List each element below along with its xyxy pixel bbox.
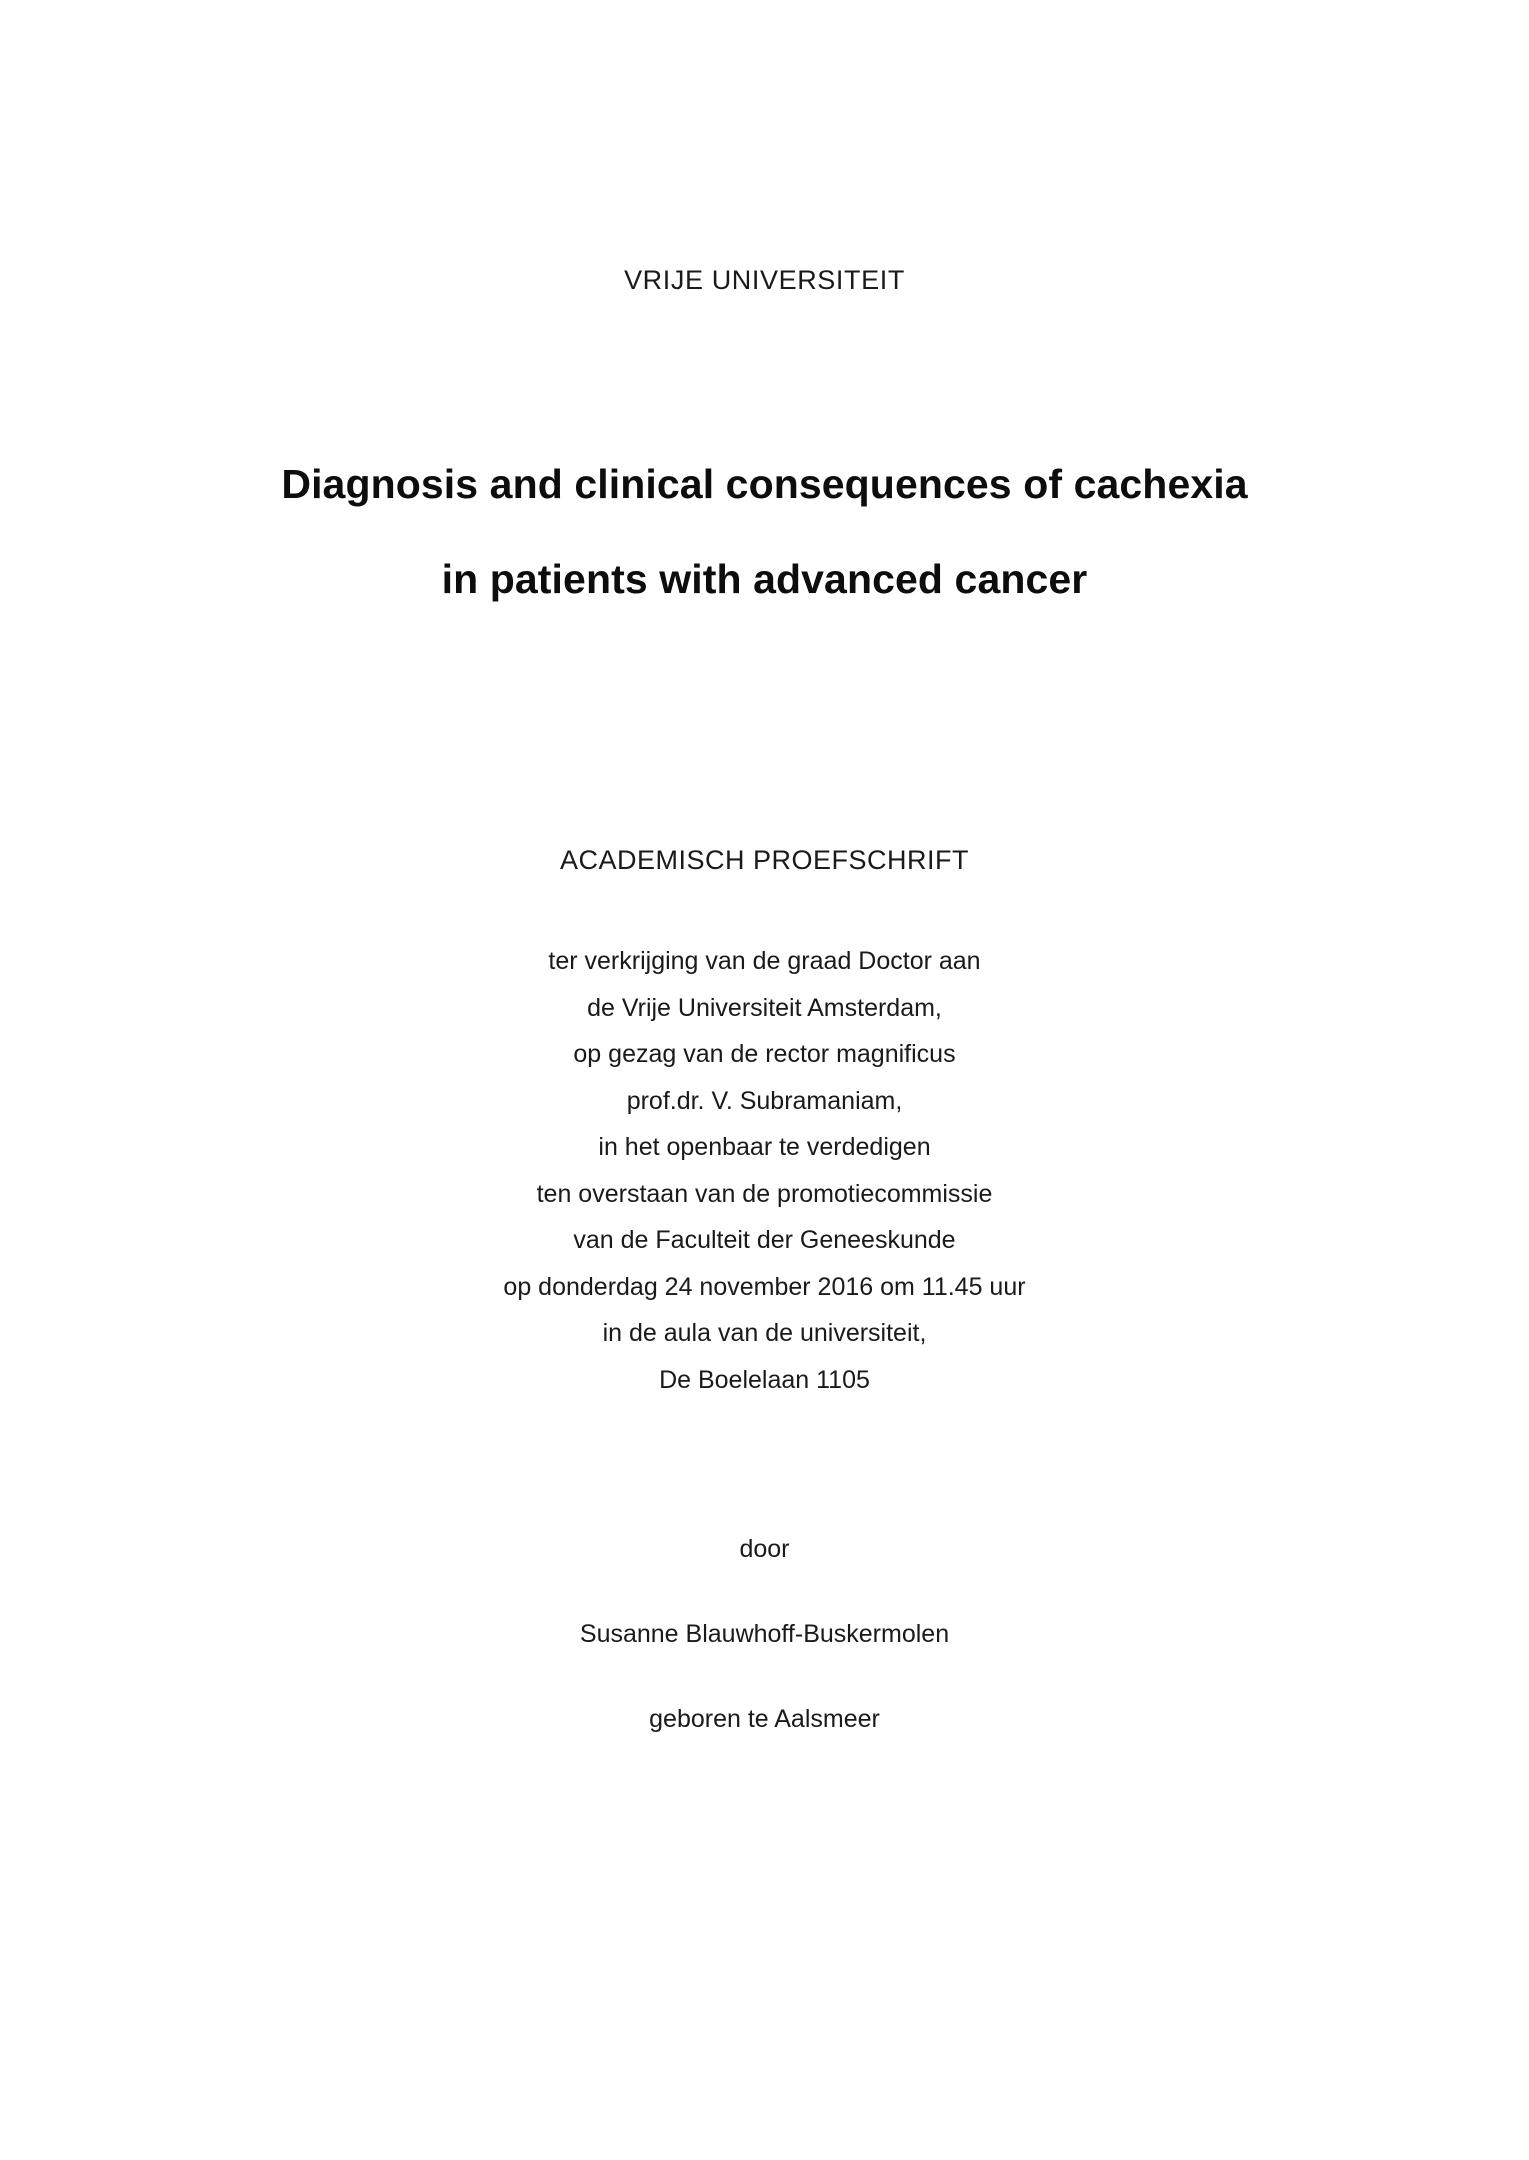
declaration-line: De Boelelaan 1105 [659, 1365, 870, 1394]
author-birthplace: geboren te Aalsmeer [649, 1705, 880, 1733]
declaration-line: de Vrije Universiteit Amsterdam, [587, 993, 942, 1022]
declaration-line: op gezag van de rector magnificus [573, 1040, 956, 1068]
thesis-title-line-1: Diagnosis and clinical consequences of cachexia [281, 461, 1248, 507]
thesis-title-line-2: in patients with advanced cancer [441, 556, 1088, 602]
by-label: door [739, 1535, 790, 1563]
declaration-line: in het openbaar te verdedigen [598, 1133, 931, 1161]
declaration-line: ter verkrijging van de graad Doctor aan [548, 947, 981, 975]
author-name: Susanne Blauwhoff-Buskermolen [579, 1620, 950, 1648]
declaration-line: in de aula van de universiteit, [602, 1319, 927, 1347]
thesis-subtitle: ACADEMISCH PROEFSCHRIFT [559, 845, 970, 875]
declaration-line: prof.dr. V. Subramaniam, [626, 1086, 903, 1115]
declaration-line: ten overstaan van de promotiecommissie [536, 1179, 993, 1208]
declaration-line: van de Faculteit der Geneeskunde [573, 1226, 956, 1254]
university-name: VRIJE UNIVERSITEIT [624, 265, 905, 295]
thesis-title [0, 461, 1529, 602]
declaration-block [0, 938, 1529, 1403]
declaration-line: op donderdag 24 november 2016 om 11.45 uur [503, 1272, 1026, 1301]
